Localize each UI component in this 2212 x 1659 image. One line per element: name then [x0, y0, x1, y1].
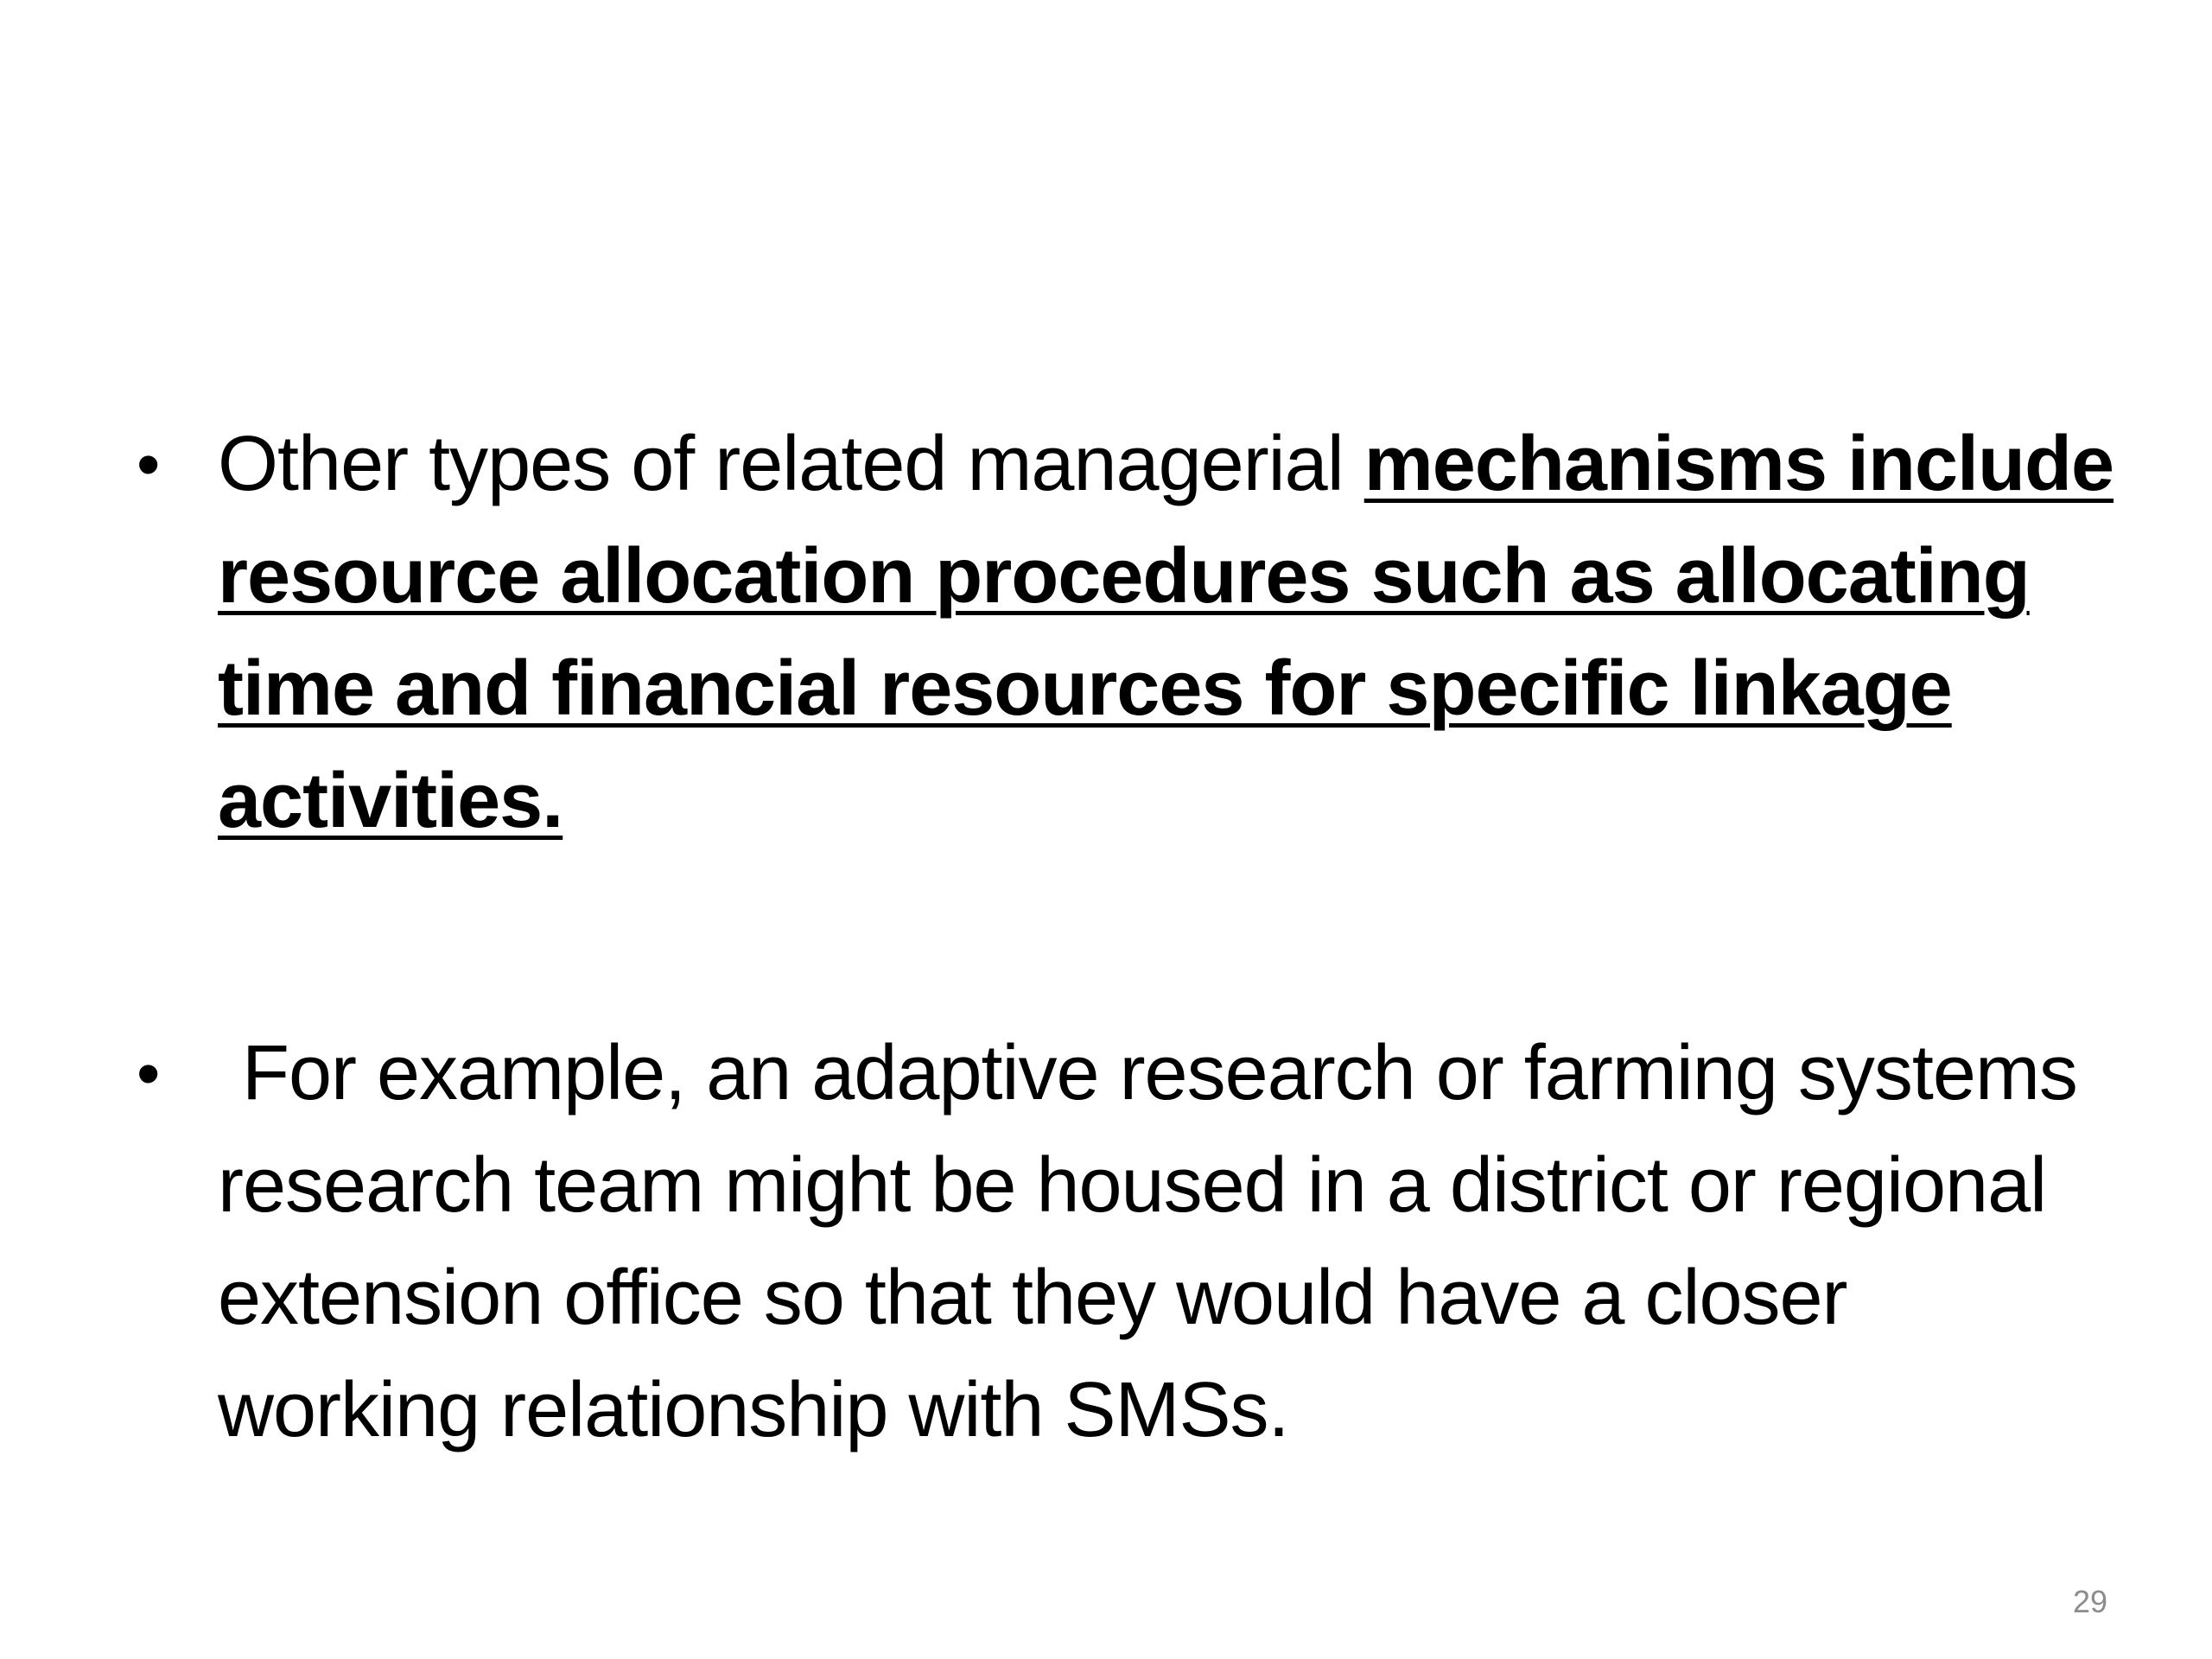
bullet-text-emphasis: mechanisms include resource allocation procedures such as allocating time and financial resources for specific linkage activities. [218, 421, 2114, 844]
slide-number: 29 [2072, 1584, 2107, 1619]
bullet-dot-icon: • [137, 1035, 160, 1111]
bullet-item-example [130, 1017, 2117, 1466]
bullet-item-mechanisms [130, 408, 2117, 857]
bullet-dot-icon: • [137, 426, 160, 502]
bullet-text-example: For example, an adaptive research or farming systems research team might be housed in a district or regional extension office so that they would have a closer working relationship with SMSs. [218, 1030, 2077, 1453]
bullet-text-plain: Other types of related managerial [218, 421, 1364, 507]
bullet-list [130, 408, 2117, 1466]
